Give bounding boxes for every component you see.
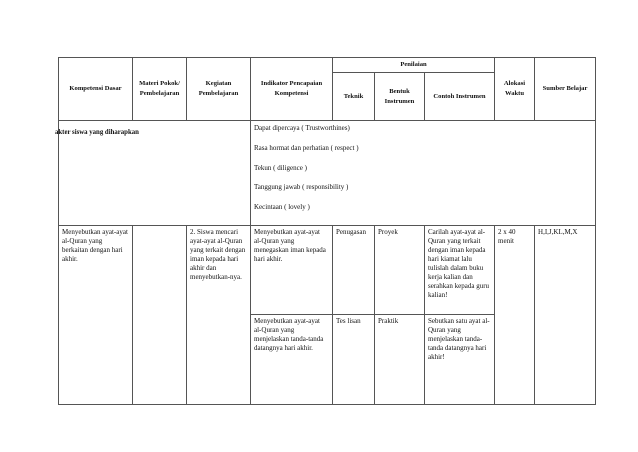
header-materi-pokok: Materi Pokok/ Pembelajaran bbox=[133, 58, 187, 121]
row1-sumber: H,I,J,KL,M,X bbox=[535, 225, 596, 404]
character-label: akter siswa yang diharapkan bbox=[55, 129, 139, 136]
row1-materi bbox=[133, 225, 187, 404]
lesson-plan-table bbox=[55, 57, 596, 405]
row1-bentuk: Proyek bbox=[375, 225, 425, 314]
character-item-responsibility: Tanggung jawab ( responsibility ) bbox=[254, 183, 349, 192]
row2-bentuk: Praktik bbox=[375, 314, 425, 404]
character-item-respect: Rasa hormat dan perhatian ( respect ) bbox=[254, 143, 359, 152]
row1-contoh: Carilah ayat-ayat al-Quran yang terkait dengan iman kepada hari kiamat lalu tulislah dalam buku kerja kalian dan serahkan kepada guru kalian! bbox=[425, 225, 495, 314]
character-item-diligence: Tekun ( diligence ) bbox=[254, 163, 307, 172]
header-kegiatan-pembelajaran: Kegiatan Pembelajaran bbox=[187, 58, 251, 121]
row2-teknik: Tes lisan bbox=[333, 314, 375, 404]
character-item-lovely: Kecintaan ( lovely ) bbox=[254, 203, 310, 212]
row2-indikator: Menyebutkan ayat-ayat al-Quran yang menjelaskan tanda-tanda datangnya hari akhir. bbox=[251, 314, 333, 404]
header-indikator: Indikator Pencapaian Kompetensi bbox=[251, 58, 333, 121]
row1-teknik: Penugasan bbox=[333, 225, 375, 314]
character-label-cell bbox=[55, 121, 251, 226]
header-sumber-belajar: Sumber Belajar bbox=[535, 58, 596, 121]
header-kompetensi-dasar: Kompetensi Dasar bbox=[59, 58, 133, 121]
row1-kegiatan: 2. Siswa mencari ayat-ayat al-Quran yang terkait dengan iman kepada hari akhir dan menyebutkan-nya. bbox=[187, 225, 251, 404]
character-item-trust: Dapat dipercaya ( Trustworthines) bbox=[254, 124, 350, 132]
row1-kompetensi: Menyebutkan ayat-ayat al-Quran yang berkaitan dengan hari akhir. bbox=[59, 225, 133, 404]
character-list bbox=[251, 121, 596, 226]
header-bentuk-instrumen: Bentuk Instrumen bbox=[375, 73, 425, 121]
header-penilaian: Penilaian bbox=[333, 58, 495, 73]
header-teknik: Teknik bbox=[333, 73, 375, 121]
row1-alokasi: 2 x 40 menit bbox=[495, 225, 535, 404]
header-alokasi-waktu: Alokasi Waktu bbox=[495, 58, 535, 121]
row1-indikator: Menyebutkan ayat-ayat al-Quran yang menegaskan iman kepada hari akhir. bbox=[251, 225, 333, 314]
row2-contoh: Sebutkan satu ayat al-Quran yang menjelaskan tanda-tanda datangnya hari akhir! bbox=[425, 314, 495, 404]
header-contoh-instrumen: Contoh Instrumen bbox=[425, 73, 495, 121]
